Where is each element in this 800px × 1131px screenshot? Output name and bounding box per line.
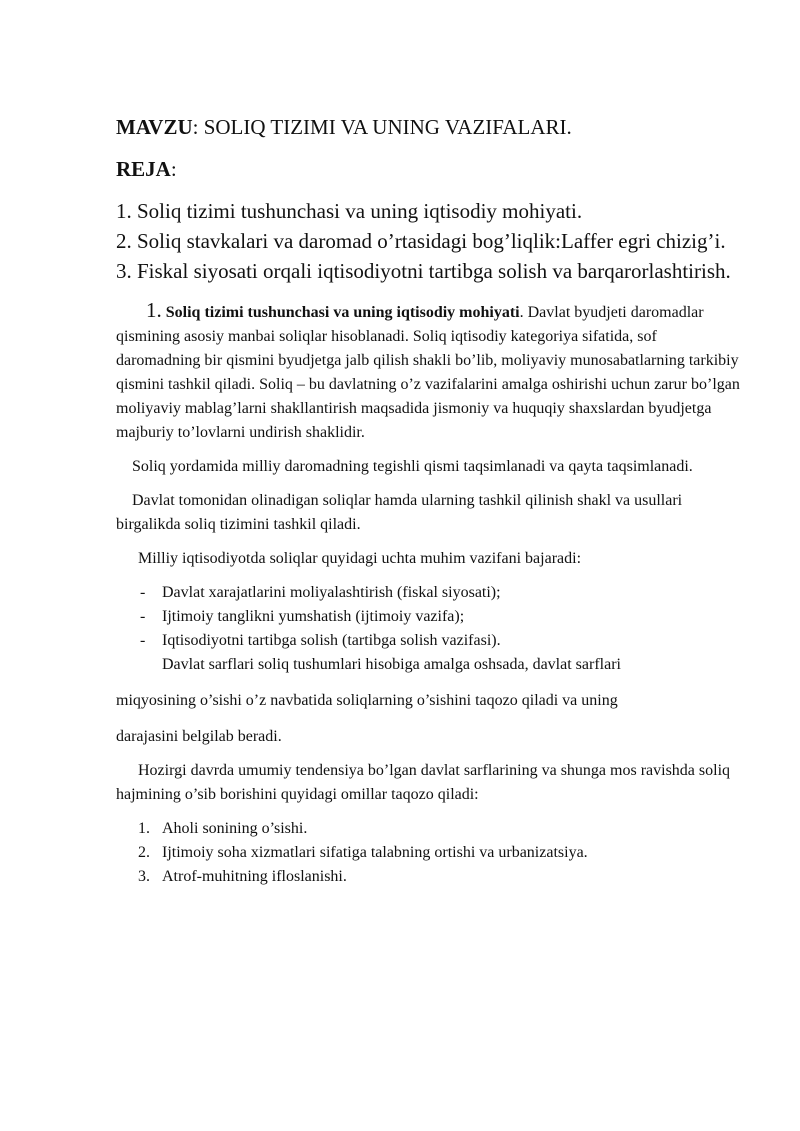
dash-marker: - [140,632,146,649]
section-1-heading: Soliq tizimi tushunchasi va uning iqtisodiy mohiyati [165,304,520,321]
dash-marker: - [140,584,146,601]
paragraph-tax-system: Davlat tomonidan olinadigan soliqlar hamda ularning tashkil qilinish shakl va usullari birgalikda soliq tizimini tashkil qiladi. [116,492,683,533]
dash-marker: - [140,608,146,625]
list-item: - Ijtimoiy tanglikni yumshatish (ijtimoiy vazifa); [116,605,742,629]
paragraph-spending-line-3: darajasini belgilab beradi. [116,728,282,745]
document-content [116,112,742,889]
plan-list [116,196,742,286]
functions-list [116,581,742,653]
paragraph-factors-intro: Hozirgi davrda umumiy tendensiya bo’lgan davlat sarflarining va shunga mos ravishda soliq hajmining o’sib borishini quyidagi omillar taqozo qiladi: [116,762,731,803]
list-item: 2. Ijtimoiy soha xizmatlari sifatiga talabning ortishi va urbanizatsiya. [138,844,588,861]
plan-item-2: 2. Soliq stavkalari va daromad o’rtasidagi bog’liqlik:Laffer egri chizig’i. [116,229,726,253]
list-item: - Iqtisodiyotni tartibga solish (tartibga solish vazifasi). [116,629,742,653]
factors-list [116,817,742,889]
plan-heading [116,154,742,184]
topic-title [116,112,742,142]
plan-label: REJA [116,157,171,181]
paragraph-spending-line-2: miqyosining o’sishi o’z navbatida soliqlarning o’sishini taqozo qiladi va uning [116,692,618,709]
list-item: 3. Atrof-muhitning ifloslanishi. [138,868,347,885]
topic-text: : SOLIQ TIZIMI VA UNING VAZIFALARI. [192,115,572,139]
paragraph-spending-line-1: Davlat sarflari soliq tushumlari hisobiga amalga oshsada, davlat sarflari [162,656,621,673]
section-1-paragraph [116,298,742,445]
plan-item-1: 1. Soliq tizimi tushunchasi va uning iqtisodiy mohiyati. [116,199,583,223]
plan-colon: : [170,157,177,181]
list-item: - Davlat xarajatlarini moliyalashtirish (fiskal siyosati); [116,581,742,605]
paragraph-distribution: Soliq yordamida milliy daromadning tegishli qismi taqsimlanadi va qayta taqsimlanadi. [132,458,693,475]
paragraph-functions-intro: Milliy iqtisodiyotda soliqlar quyidagi uchta muhim vazifani bajaradi: [138,550,582,567]
section-1-body: . Davlat byudjeti daromadlar qismining asosiy manbai soliqlar hisoblanadi. Soliq iqtisodiy kategoriya sifatida, sof daromadning bir qismini byudjetga jalb qilish shakli bo’lib, moliyaviy munosabatlarning tarkibiy qismini tashkil qiladi. Soliq – bu davlatning o’z vazifalarini amalga oshirishi uchun zarur bo’lgan moliyaviy mablag’larni shakllantirish maqsadida jismoniy va huquqiy shaxslardan byudjetga majburiy to’lovlarni undirish shaklidir. [116,304,740,441]
list-item: 1. Aholi sonining o’sishi. [138,820,308,837]
topic-label: MAVZU [116,115,193,139]
section-1-number: 1. [146,298,162,322]
plan-item-3: 3. Fiskal siyosati orqali iqtisodiyotni tartibga solish va barqarorlashtirish. [116,259,731,283]
